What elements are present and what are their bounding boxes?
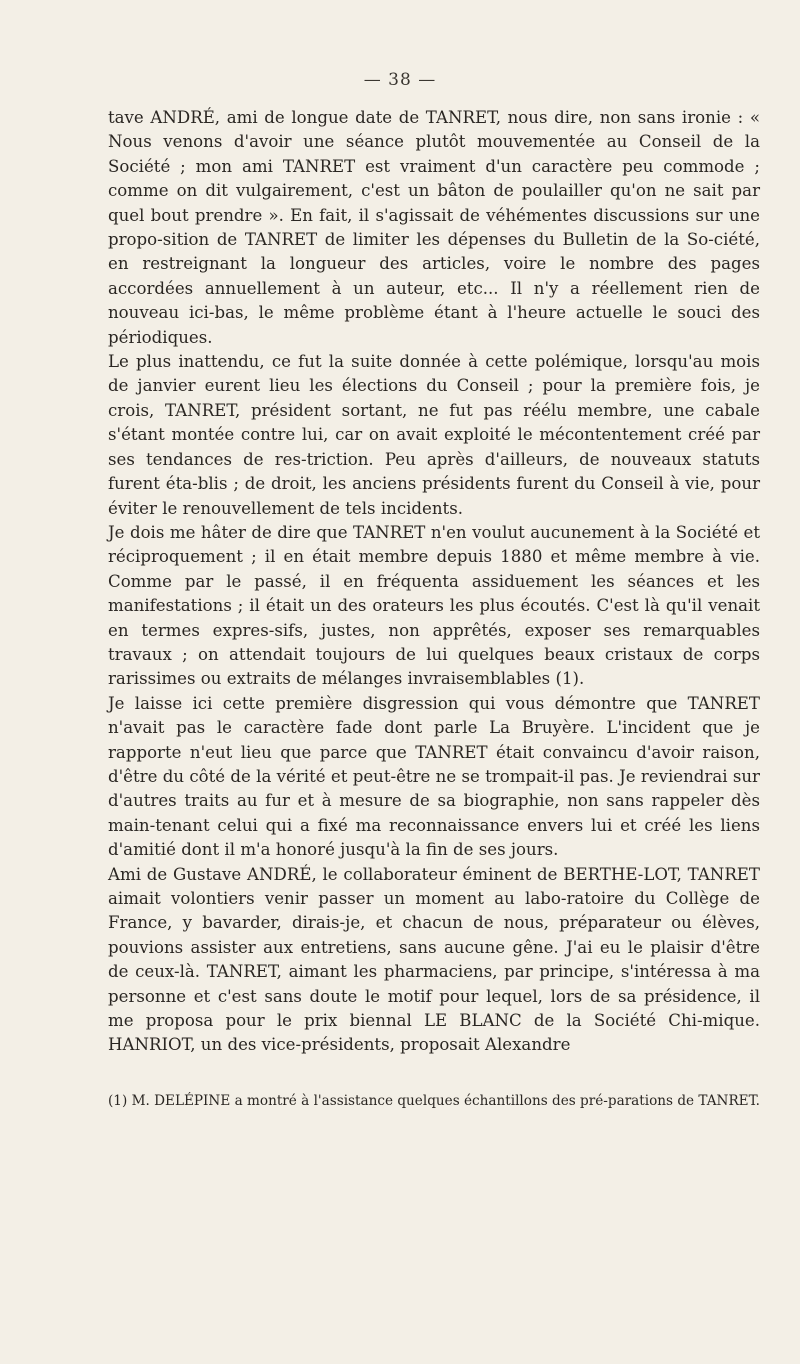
paragraph-3: Je dois me hâter de dire que TANRET n'en voulut aucunement à la Société et réciproquement ; il en était membre depuis 1880 et même membre à vie. Comme par le passé, il en fréquenta assiduement les séances et les manifestations ; il était un des orateurs les plus écoutés. C'est là qu'il venait en termes expres-sifs, justes, non apprêtés, exposer ses remarquables travaux ; on attendait toujours de lui quelques beaux cristaux de corps rarissimes ou extraits de mélanges invraisemblables (1). [108,522,760,689]
paragraph-5: Ami de Gustave ANDRÉ, le collaborateur éminent de BERTHE-LOT, TANRET aimait volontiers venir passer un moment au labo-ratoire du Collège de France, y bavarder, dirais-je, et chacun de nous, préparateur ou élèves, pouvions assister aux entretiens, sans aucune gêne. J'ai eu le plaisir d'être de ceux-là. TANRET, aimant les pharmaciens, par principe, s'intéressa à ma personne et c'est sans doute le motif pour lequel, lors de sa présidence, il me proposa pour le prix biennal LE BLANC de la Société Chi-mique. HANRIOT, un des vice-présidents, proposait Alexandre [108,864,760,1055]
page-number: — 38 — [363,70,437,90]
paragraph-4: Je laisse ici cette première disgression qui vous démontre que TANRET n'avait pas le caractère fade dont parle La Bruyère. L'incident que je rapporte n'eut lieu que parce que TANRET était convaincu d'avoir raison, d'être du côté de la vérité et peut-être ne se trompait-il pas. Je reviendrai sur d'autres traits au fur et à mesure de sa biographie, non sans rappeler dès main-tenant celui qui a fixé ma reconnaissance envers lui et créé les liens d'amitié dont il m'a honoré jusqu'à la fin de ses jours. [108,693,760,860]
paragraph-1: tave ANDRÉ, ami de longue date de TANRET, nous dire, non sans ironie : « Nous venons d'avoir une séance plutôt mouvementée au Conseil de la Société ; mon ami TANRET est vraiment d'un caractère peu commode ; comme on dit vulgairement, c'est un bâton de poulailler qu'on ne sait par quel bout prendre ». En fait, il s'agissait de véhémentes discussions sur une propo-sition de TANRET de limiter les dépenses du Bulletin de la So-ciété, en restreignant la longueur des articles, voire le nombre des pages accordées annuellement à un auteur, etc... Il n'y a réellement rien de nouveau ici-bas, le même problème étant à l'heure actuelle le souci des périodiques. [108,108,760,347]
footnote: (1) M. DELÉPINE a montré à l'assistance quelques échantillons des pré-parations de TANRET. [108,1092,760,1109]
paragraph-2: Le plus inattendu, ce fut la suite donnée à cette polémique, lorsqu'au mois de janvier eurent lieu les élections du Conseil ; pour la première fois, je crois, TANRET, président sortant, ne fut pas réélu membre, une cabale s'étant montée contre lui, car on avait exploité le mécontentement créé par ses tendances de res-triction. Peu après d'ailleurs, de nouveaux statuts furent éta-blis ; de droit, les anciens présidents furent du Conseil à vie, pour éviter le renouvellement de tels incidents. [108,352,760,518]
body-text [108,106,760,1058]
